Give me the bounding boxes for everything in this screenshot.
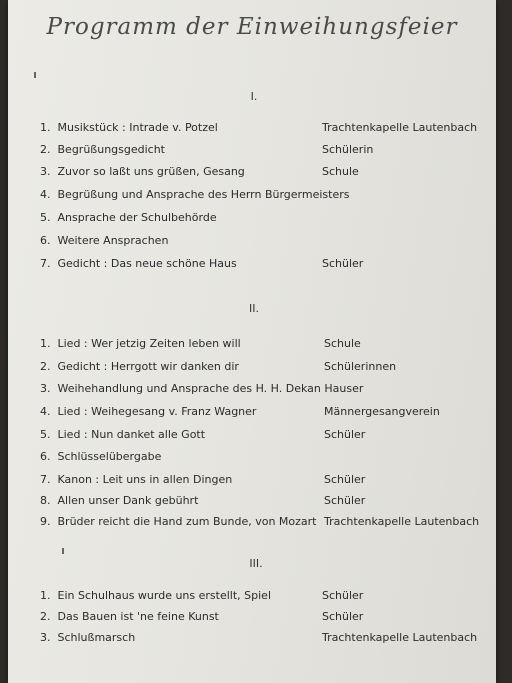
- item-performer: Trachtenkapelle Lautenbach: [324, 515, 480, 528]
- item-text: Lied : Nun danket alle Gott: [57, 428, 206, 441]
- program-item: [40, 336, 490, 352]
- item-performer: Männergesangverein: [324, 405, 440, 418]
- item-number: 5.: [40, 428, 51, 441]
- item-number: 5.: [40, 211, 51, 224]
- program-item: [40, 142, 490, 158]
- item-performer: Schule: [324, 337, 361, 350]
- item-performer: Schüler: [322, 257, 364, 270]
- item-text: Brüder reicht die Hand zum Bunde, von Mozart: [57, 515, 317, 528]
- item-text: Zuvor so laßt uns grüßen, Gesang: [57, 165, 245, 178]
- item-number: 6.: [40, 234, 51, 247]
- item-performer: Schule: [322, 165, 359, 178]
- item-number: 6.: [40, 450, 51, 463]
- item-text: Musikstück : Intrade v. Potzel: [57, 121, 218, 134]
- item-number: 3.: [40, 165, 51, 178]
- item-performer: Schüler: [322, 610, 364, 623]
- section-number: III.: [249, 557, 263, 570]
- item-number: 1.: [40, 589, 51, 602]
- item-number: 7.: [40, 473, 51, 486]
- item-performer: Trachtenkapelle Lautenbach: [322, 631, 478, 644]
- item-performer: Schüler: [324, 428, 366, 441]
- item-text: Gedicht : Das neue schöne Haus: [57, 257, 237, 270]
- item-number: 8.: [40, 494, 51, 507]
- program-item: [40, 588, 490, 604]
- item-text: Begrüßungsgedicht: [57, 143, 165, 156]
- item-text: Weihehandlung und Ansprache des H. H. Dekan Hauser: [57, 382, 364, 395]
- item-number: 3.: [40, 382, 51, 395]
- item-performer: Schüler: [324, 473, 366, 486]
- program-item: [40, 359, 490, 375]
- item-text: Allen unser Dank gebührt: [57, 494, 199, 507]
- program-item: [40, 164, 490, 180]
- program-item: [40, 233, 490, 249]
- item-text: Begrüßung und Ansprache des Herrn Bürgermeisters: [57, 188, 350, 201]
- program-item: [40, 427, 490, 443]
- item-number: 7.: [40, 257, 51, 270]
- item-text: Gedicht : Herrgott wir danken dir: [57, 360, 239, 373]
- ink-speck: [62, 548, 64, 554]
- program-item: [40, 256, 490, 272]
- program-item: [40, 609, 490, 625]
- section-number: I.: [250, 90, 258, 103]
- item-text: Schlüsselübergabe: [57, 450, 162, 463]
- item-number: 2.: [40, 143, 51, 156]
- item-text: Ansprache der Schulbehörde: [57, 211, 217, 224]
- item-text: Ein Schulhaus wurde uns erstellt, Spiel: [57, 589, 271, 602]
- section-number: II.: [249, 302, 259, 315]
- program-item: [40, 449, 490, 465]
- program-item: [40, 514, 490, 530]
- program-sheet: [8, 0, 496, 683]
- item-number: 1.: [40, 121, 51, 134]
- item-number: 9.: [40, 515, 51, 528]
- program-title: Programm der Einweihungsfeier: [46, 14, 458, 40]
- program-item: [40, 472, 490, 488]
- program-item: [40, 630, 490, 646]
- item-text: Kanon : Leit uns in allen Dingen: [57, 473, 233, 486]
- item-performer: Schülerin: [322, 143, 374, 156]
- item-number: 3.: [40, 631, 51, 644]
- item-text: Das Bauen ist 'ne feine Kunst: [57, 610, 219, 623]
- item-number: 4.: [40, 188, 51, 201]
- program-item: [40, 381, 490, 397]
- item-performer: Schüler: [322, 589, 364, 602]
- ink-speck: [34, 72, 36, 78]
- item-number: 4.: [40, 405, 51, 418]
- item-text: Lied : Wer jetzig Zeiten leben will: [57, 337, 241, 350]
- item-performer: Schülerinnen: [324, 360, 397, 373]
- program-item: [40, 493, 490, 509]
- program-item: [40, 187, 490, 203]
- program-item: [40, 120, 490, 136]
- item-text: Schlußmarsch: [57, 631, 136, 644]
- item-performer: Trachtenkapelle Lautenbach: [322, 121, 478, 134]
- program-item: [40, 210, 490, 226]
- program-item: [40, 404, 490, 420]
- item-number: 2.: [40, 360, 51, 373]
- item-performer: Schüler: [324, 494, 366, 507]
- item-text: Weitere Ansprachen: [57, 234, 169, 247]
- item-number: 2.: [40, 610, 51, 623]
- item-number: 1.: [40, 337, 51, 350]
- item-text: Lied : Weihegesang v. Franz Wagner: [57, 405, 257, 418]
